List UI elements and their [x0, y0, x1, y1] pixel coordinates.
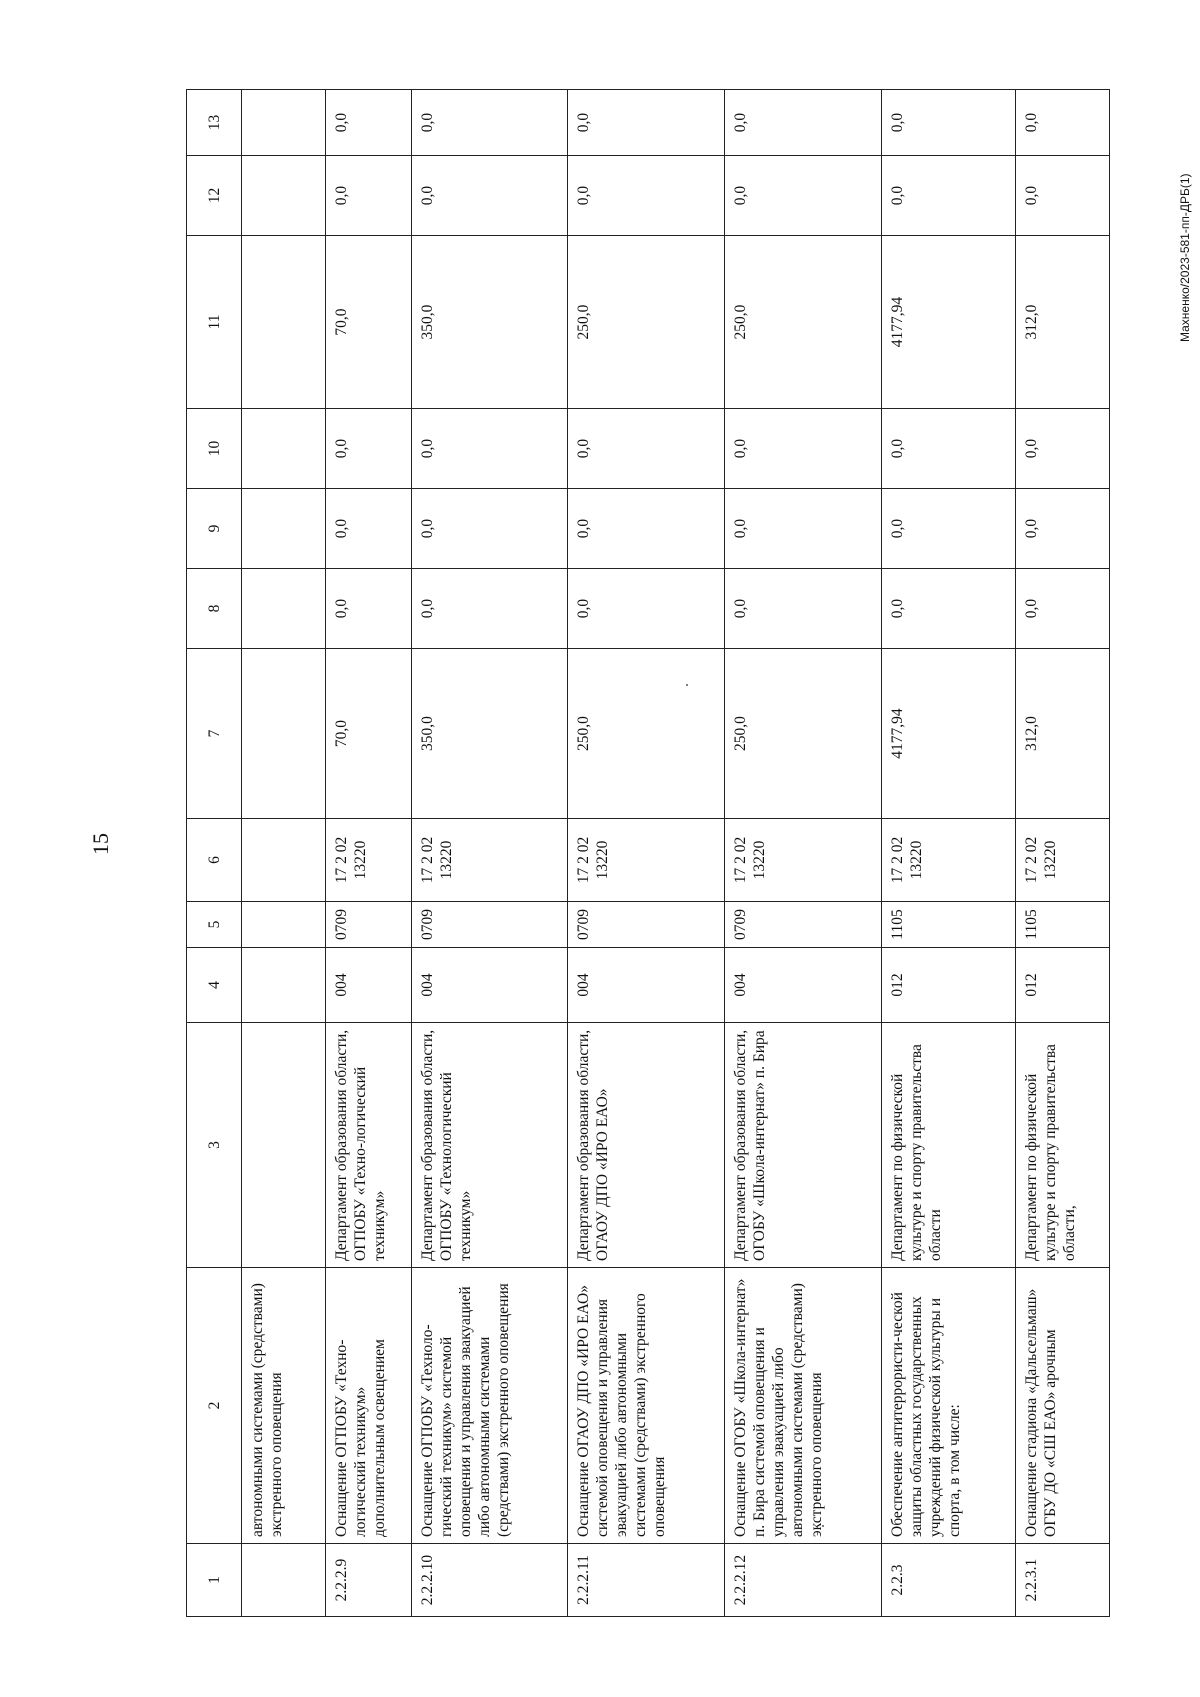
- cell-rzpr: 1105: [1015, 902, 1109, 948]
- header-cell: 2: [187, 1268, 242, 1544]
- cell-grbs: 012: [882, 948, 1016, 1023]
- cell-value: 0,0: [882, 90, 1016, 156]
- cell-total: 4177,94: [882, 649, 1016, 819]
- cell-grbs: 004: [568, 948, 725, 1023]
- cell-csr: 17 2 02 13220: [326, 819, 412, 902]
- page-number: 15: [88, 833, 113, 855]
- cell-grbs: 004: [411, 948, 568, 1023]
- cell-total: 312,0: [1015, 649, 1109, 819]
- cell-value: 0,0: [725, 409, 882, 489]
- cell-value: 70,0: [326, 236, 412, 409]
- cell-total: 350,0: [411, 649, 568, 819]
- header-cell: 12: [187, 156, 242, 236]
- executor: Департамент образования области, ОГПОБУ «Технологический техникум»: [411, 1023, 568, 1268]
- cell-value: 0,0: [882, 489, 1016, 569]
- cell-total: 250,0: [725, 649, 882, 819]
- cell-value: 0,0: [1015, 90, 1109, 156]
- cell-csr: 17 2 02 13220: [411, 819, 568, 902]
- row-number: 2.2.2.11: [568, 1544, 725, 1617]
- header-cell: 5: [187, 902, 242, 948]
- cell-value: 0,0: [1015, 569, 1109, 649]
- cell-value: 250,0: [568, 236, 725, 409]
- header-cell: 7: [187, 649, 242, 819]
- row-number: 2.2.2.12: [725, 1544, 882, 1617]
- cell-value: 0,0: [1015, 489, 1109, 569]
- cell-value: 0,0: [725, 569, 882, 649]
- cell-value: 350,0: [411, 236, 568, 409]
- measure-name: Оснащение ОГАОУ ДПО «ИРО ЕАО» системой оповещения и управления эвакуацией либо автономными системами (средствами) экстренного оповещения: [568, 1268, 725, 1544]
- cell-value: 0,0: [882, 569, 1016, 649]
- cell-grbs: 012: [1015, 948, 1109, 1023]
- cell-csr: [242, 819, 326, 902]
- header-cell: 1: [187, 1544, 242, 1617]
- row-number: [242, 1544, 326, 1617]
- table-row: [882, 90, 1016, 1617]
- cell-value: 0,0: [1015, 409, 1109, 489]
- table-row: [242, 90, 326, 1617]
- table-row: [326, 90, 412, 1617]
- cell-value: 0,0: [326, 409, 412, 489]
- executor: Департамент образования области, ОГОБУ «Школа-интернат» п. Бира: [725, 1023, 882, 1268]
- executor: Департамент по физической культуре и спорту правительства области,: [1015, 1023, 1109, 1268]
- cell-total: [242, 649, 326, 819]
- cell-rzpr: 0709: [568, 902, 725, 948]
- cell-value: 250,0: [725, 236, 882, 409]
- cell-value: 0,0: [568, 569, 725, 649]
- cell-value: 0,0: [326, 489, 412, 569]
- measure-name: автономными системами (средствами) экстренного оповещения: [242, 1268, 326, 1544]
- cell-value: [242, 489, 326, 569]
- cell-value: 0,0: [411, 409, 568, 489]
- document-id: Махненко/2023-581-пп-ДРБ(1): [1178, 173, 1192, 342]
- table-row: [1015, 90, 1109, 1617]
- cell-rzpr: 0709: [725, 902, 882, 948]
- cell-csr: 17 2 02 13220: [882, 819, 1016, 902]
- cell-value: 0,0: [725, 90, 882, 156]
- cell-value: 0,0: [411, 569, 568, 649]
- cell-value: 0,0: [725, 156, 882, 236]
- header-cell: 3: [187, 1023, 242, 1268]
- header-cell: 6: [187, 819, 242, 902]
- header-cell: 11: [187, 236, 242, 409]
- header-cell: 4: [187, 948, 242, 1023]
- measure-name: Оснащение ОГОБУ «Школа-интернат» п. Бира системой оповещения и управления эвакуацией либо автономными системами (средствами) экстренного оповещения: [725, 1268, 882, 1544]
- cell-value: 0,0: [568, 409, 725, 489]
- cell-csr: 17 2 02 13220: [568, 819, 725, 902]
- cell-value: 0,0: [568, 489, 725, 569]
- cell-value: 0,0: [568, 156, 725, 236]
- row-number: 2.2.2.10: [411, 1544, 568, 1617]
- cell-csr: 17 2 02 13220: [1015, 819, 1109, 902]
- row-number: 2.2.2.9: [326, 1544, 412, 1617]
- cell-value: 4177,94: [882, 236, 1016, 409]
- cell-value: 0,0: [326, 156, 412, 236]
- cell-value: 312,0: [1015, 236, 1109, 409]
- header-cell: 8: [187, 569, 242, 649]
- row-number: 2.2.3: [882, 1544, 1016, 1617]
- cell-rzpr: [242, 902, 326, 948]
- header-cell: 13: [187, 90, 242, 156]
- executor: Департамент образования области, ОГАОУ ДПО «ИРО ЕАО»: [568, 1023, 725, 1268]
- header-cell: 10: [187, 409, 242, 489]
- cell-rzpr: 1105: [882, 902, 1016, 948]
- cell-grbs: 004: [725, 948, 882, 1023]
- cell-value: 0,0: [725, 489, 882, 569]
- header-cell: 9: [187, 489, 242, 569]
- table-row: [725, 90, 882, 1617]
- cell-value: [242, 156, 326, 236]
- executor: Департамент по физической культуре и спорту правительства области: [882, 1023, 1016, 1268]
- budget-table-rotated: [186, 109, 1110, 1617]
- measure-name: Оснащение ОГПОБУ «Техно-логический техникум» дополнительным освещением: [326, 1268, 412, 1544]
- table-row: [568, 90, 725, 1617]
- cell-grbs: 004: [326, 948, 412, 1023]
- cell-value: 0,0: [411, 156, 568, 236]
- executor: Департамент образования области, ОГПОБУ «Техно-логический техникум»: [326, 1023, 412, 1268]
- cell-value: [242, 409, 326, 489]
- cell-csr: 17 2 02 13220: [725, 819, 882, 902]
- cell-value: 0,0: [882, 409, 1016, 489]
- cell-value: [242, 90, 326, 156]
- executor: [242, 1023, 326, 1268]
- cell-value: 0,0: [326, 569, 412, 649]
- cell-value: 0,0: [326, 90, 412, 156]
- cell-value: [242, 236, 326, 409]
- row-number: 2.2.3.1: [1015, 1544, 1109, 1617]
- header-row: [187, 90, 242, 1617]
- cell-total: 250,0: [568, 649, 725, 819]
- cell-grbs: [242, 948, 326, 1023]
- cell-value: 0,0: [411, 489, 568, 569]
- cell-value: [242, 569, 326, 649]
- cell-value: 0,0: [568, 90, 725, 156]
- cell-rzpr: 0709: [411, 902, 568, 948]
- cell-total: 70,0: [326, 649, 412, 819]
- table-row: [411, 90, 568, 1617]
- budget-table: [186, 89, 1110, 1617]
- measure-name: Оснащение стадиона «Дальсельмаш» ОГБУ ДО «СШ ЕАО» арочным: [1015, 1268, 1109, 1544]
- cell-rzpr: 0709: [326, 902, 412, 948]
- measure-name: Обеспечение антитеррористи-ческой защиты областных государственных учреждений физической культуры и спорта, в том числе:: [882, 1268, 1016, 1544]
- cell-value: 0,0: [411, 90, 568, 156]
- cell-value: 0,0: [1015, 156, 1109, 236]
- cell-value: 0,0: [882, 156, 1016, 236]
- measure-name: Оснащение ОГПОБУ «Техноло-гический техникум» системой оповещения и управления эвакуацией либо автономными системами (средствами) экстренного оповещения: [411, 1268, 568, 1544]
